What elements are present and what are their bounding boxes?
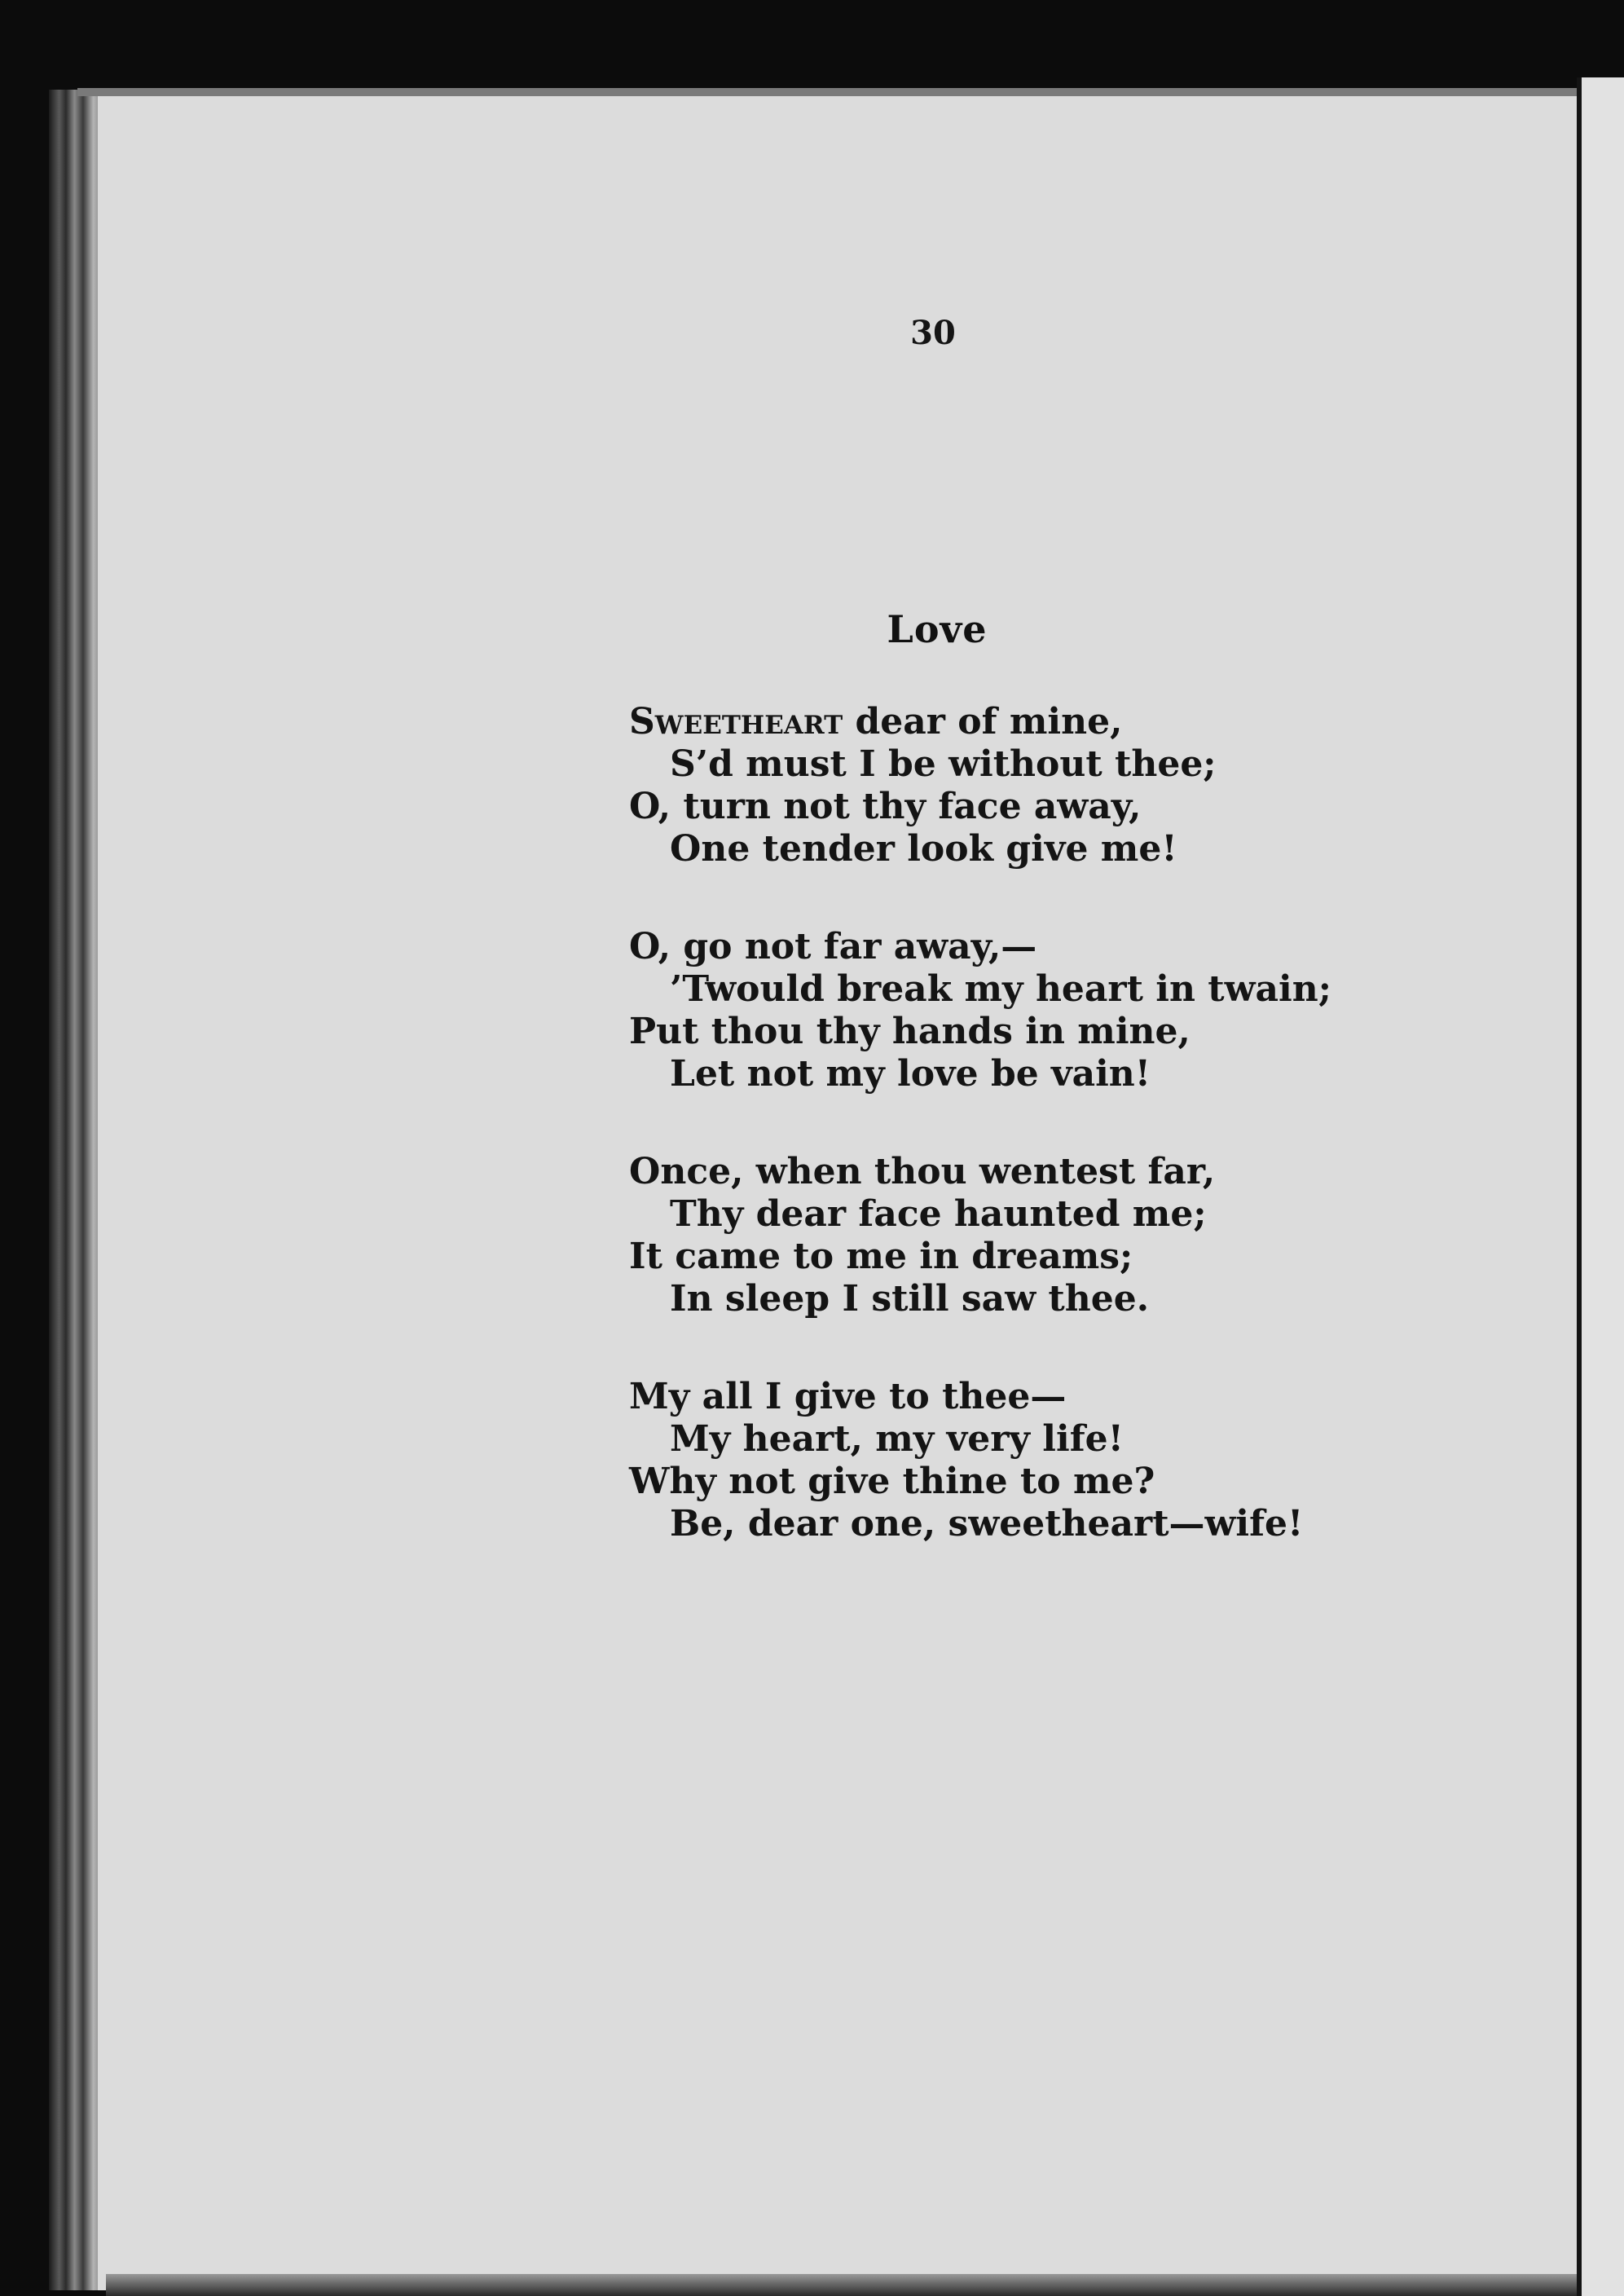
stanza	[629, 701, 1444, 870]
poem-line-text: Once, when thou wentest far,	[629, 1151, 1216, 1192]
poem-line	[629, 743, 1444, 786]
poem-line	[629, 1193, 1444, 1236]
poem-line	[629, 1278, 1444, 1320]
poem-line-text: One tender look give me!	[670, 828, 1177, 870]
poem-line	[629, 1236, 1444, 1278]
poem-line-text: S’d must I be without thee;	[670, 743, 1217, 785]
poem-body	[629, 701, 1444, 1601]
poem-line	[629, 1011, 1444, 1053]
poem-line	[629, 926, 1444, 968]
poem-line-lead: Sweetheart	[629, 701, 843, 743]
poem-line	[629, 701, 1444, 743]
poem-line-text: Put thou thy hands in mine,	[629, 1011, 1190, 1052]
poem-line-text: O, turn not thy face away,	[629, 786, 1142, 827]
poem-line-text: My heart, my very life!	[670, 1418, 1124, 1460]
poem-line	[629, 1461, 1444, 1503]
poem-line	[629, 1503, 1444, 1545]
poem-line-text: dear of mine,	[843, 701, 1123, 743]
facing-page-edge	[1577, 77, 1624, 2296]
poem-line	[629, 1418, 1444, 1461]
poem-title: Love	[887, 607, 988, 651]
poem-line-text: Be, dear one, sweetheart—wife!	[670, 1503, 1304, 1545]
poem-line	[629, 1053, 1444, 1095]
poem-line-text: Why not give thine to me?	[629, 1461, 1155, 1502]
gutter-shadow	[1577, 77, 1582, 2296]
poem-line-text: In sleep I still saw thee.	[670, 1278, 1150, 1320]
stanza	[629, 1151, 1444, 1320]
poem-line	[629, 1376, 1444, 1418]
poem-line-text: It came to me in dreams;	[629, 1236, 1133, 1277]
page-number: 30	[910, 314, 956, 352]
poem-line	[629, 968, 1444, 1011]
page-top-edge	[77, 88, 1577, 96]
poem-line-text: O, go not far away,—	[629, 926, 1037, 967]
page-bottom-edge	[106, 2274, 1577, 2296]
poem-line	[629, 1151, 1444, 1193]
poem-line-text: My all I give to thee—	[629, 1376, 1067, 1417]
stanza	[629, 926, 1444, 1095]
stanza	[629, 1376, 1444, 1545]
poem-line-text: Thy dear face haunted me;	[670, 1193, 1207, 1235]
poem-line-text: Let not my love be vain!	[670, 1053, 1151, 1095]
poem-line-text: ’Twould break my heart in twain;	[670, 968, 1331, 1010]
poem-line	[629, 828, 1444, 870]
poem-line	[629, 786, 1444, 828]
